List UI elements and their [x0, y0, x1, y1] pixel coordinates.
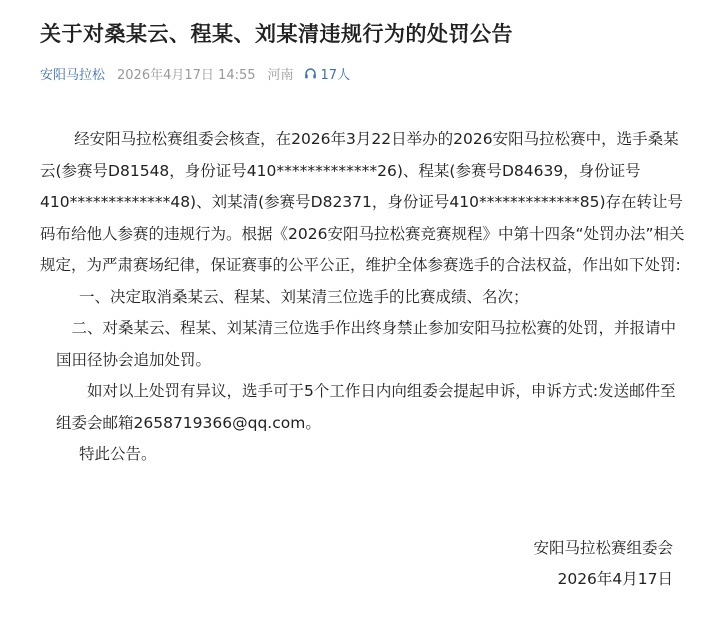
article-meta: [40, 64, 350, 83]
signature-organization: 安阳马拉松赛组委会: [533, 539, 673, 557]
article-body: [40, 124, 690, 471]
source-link[interactable]: 安阳马拉松: [40, 68, 106, 83]
headphones-icon: [304, 67, 321, 80]
paragraph-closing: 特此公告。: [79, 445, 157, 463]
paragraph-main: 经安阳马拉松赛组委会核查，在2026年3月22日举办的2026安阳马拉松赛中，选手桑某云(参赛号D81548，身份证号410*************26)、程某(参赛号D84639，身份证号410*************48)、刘某清(参赛号D82371，身份证号410*************85)存在转让号码布给他人参赛的违规行为。根据《2026安阳马拉松赛竞赛规程》中第十四条“处罚办法”相关规定，为严肃赛场纪律，保证赛事的公平公正，维护全体参赛选手的合法权益，作出如下处罚:: [40, 130, 685, 274]
views-label: 17人: [320, 68, 351, 83]
list-item-1: 一、决定取消桑某云、程某、刘某清三位选手的比赛成绩、名次；: [79, 287, 529, 306]
views-count: [304, 64, 351, 83]
signature-date: 2026年4月17日: [557, 570, 673, 588]
article-title: 关于对桑某云、程某、刘某清违规行为的处罚公告: [40, 22, 513, 46]
paragraph-appeal: 如对以上处罚有异议，选手可于5个工作日内向组委会提起申诉，申诉方式:发送邮件至组委会邮箱2658719366@qq.com。: [56, 382, 676, 432]
publish-datetime: 2026年4月17日 14:55: [117, 68, 256, 83]
region-label: 河南: [267, 68, 294, 83]
list-item-2: 二、对桑某云、程某、刘某清三位选手作出终身禁止参加安阳马拉松赛的处罚，并报请中国田径协会追加处罚。: [56, 319, 677, 369]
